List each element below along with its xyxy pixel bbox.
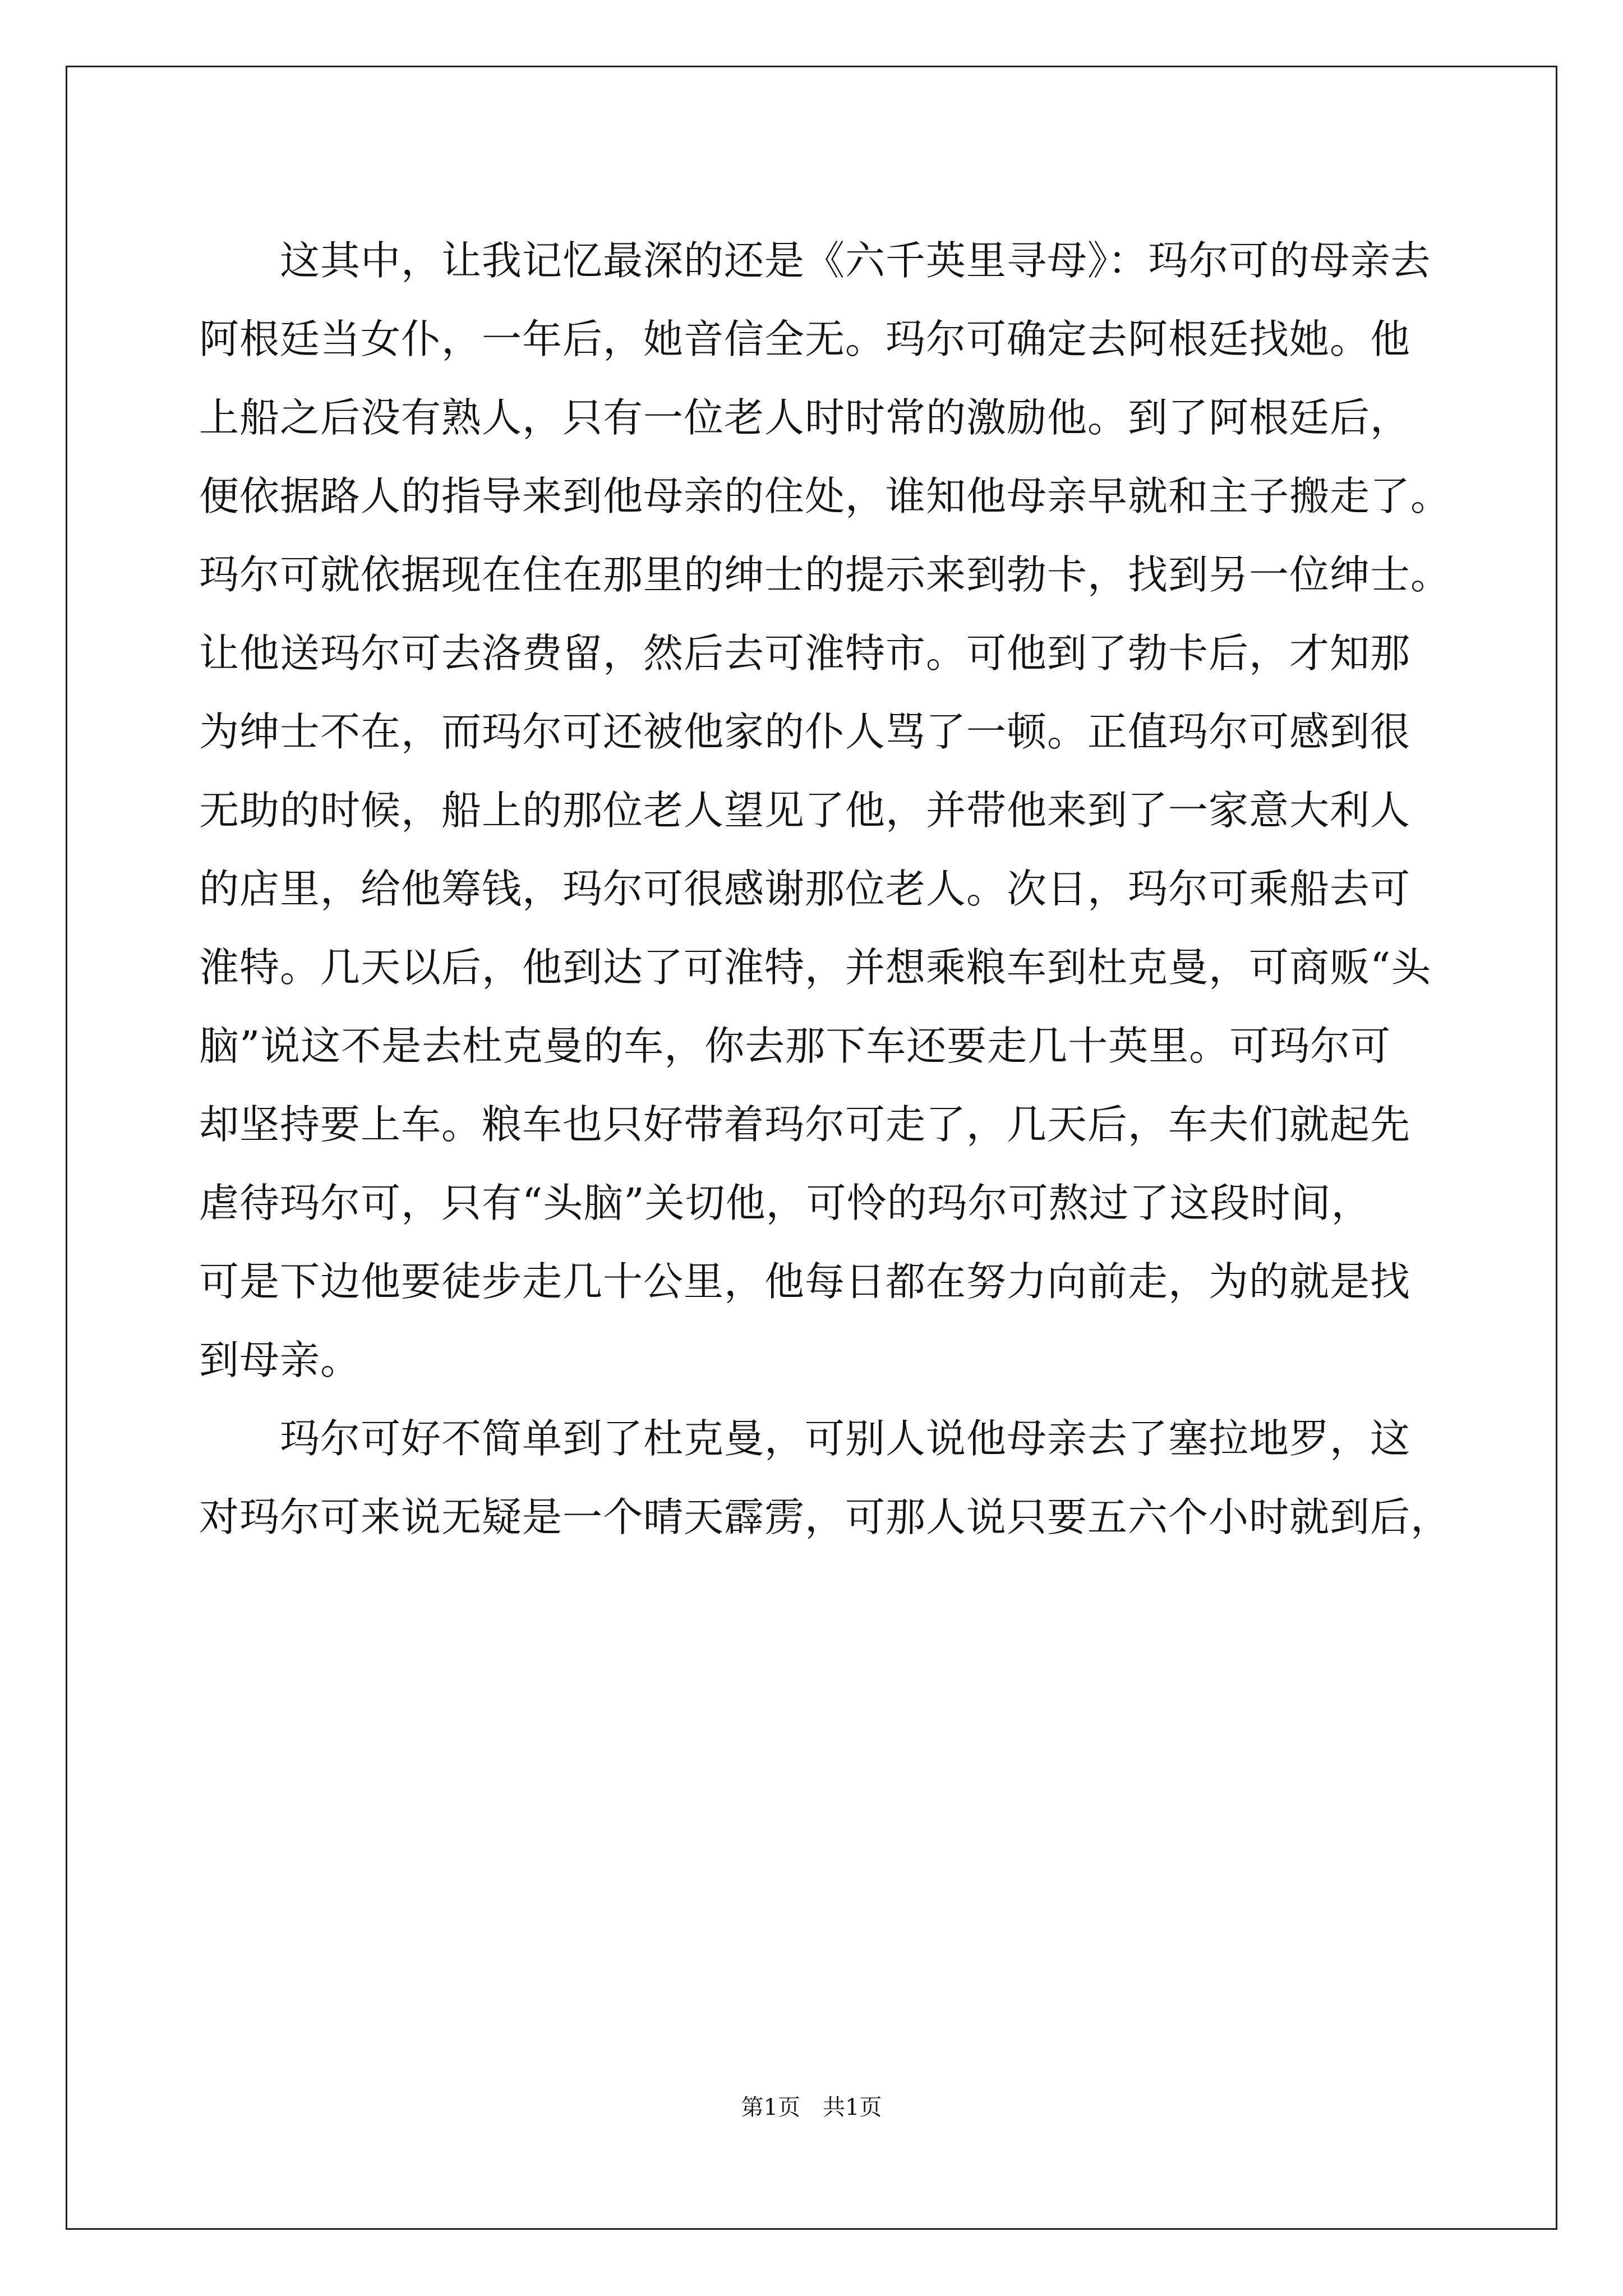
text-line: 虐待玛尔可，只有“头脑”关切他，可怜的玛尔可熬过了这段时间， <box>199 1180 1372 1226</box>
text-line: 便依据路人的指导来到他母亲的住处，谁知他母亲早就和主子搬走了。 <box>199 473 1451 519</box>
text-line: 这其中，让我记忆最深的还是《六千英里寻母》：玛尔可的母亲去 <box>199 237 1431 284</box>
text-line: 的店里，给他筹钱，玛尔可很感谢那位老人。次日，玛尔可乘船去可 <box>199 866 1411 912</box>
text-line: 让他送玛尔可去洛费留，然后去可淮特市。可他到了勃卡后，才知那 <box>199 630 1411 677</box>
text-line: 到母亲。 <box>199 1337 361 1383</box>
text-line: 玛尔可就依据现在住在那里的绅士的提示来到勃卡，找到另一位绅士。 <box>199 551 1451 598</box>
text-line: 为绅士不在，而玛尔可还被他家的仆人骂了一顿。正值玛尔可感到很 <box>199 708 1411 755</box>
text-line: 脑”说这不是去杜克曼的车，你去那下车还要走几十英里。可玛尔可 <box>199 1023 1391 1069</box>
text-line: 淮特。几天以后，他到达了可淮特，并想乘粮车到杜克曼，可商贩“头 <box>199 944 1432 991</box>
text-line: 对玛尔可来说无疑是一个晴天霹雳，可那人说只要五六个小时就到后， <box>199 1494 1451 1540</box>
text-line: 玛尔可好不简单到了杜克曼，可别人说他母亲去了塞拉地罗，这 <box>199 1415 1411 1462</box>
text-line: 却坚持要上车。粮车也只好带着玛尔可走了，几天后，车夫们就起先 <box>199 1101 1411 1148</box>
text-line: 可是下边他要徒步走几十公里，他每日都在努力向前走，为的就是找 <box>199 1258 1411 1305</box>
text-line: 上船之后没有熟人，只有一位老人时时常的激励他。到了阿根廷后， <box>199 394 1411 441</box>
text-line: 无助的时候，船上的那位老人望见了他，并带他来到了一家意大利人 <box>199 787 1411 834</box>
text-line: 阿根廷当女仆，一年后，她音信全无。玛尔可确定去阿根廷找她。他 <box>199 316 1411 362</box>
page-number-footer: 第1页 共1页 <box>741 2095 882 2120</box>
